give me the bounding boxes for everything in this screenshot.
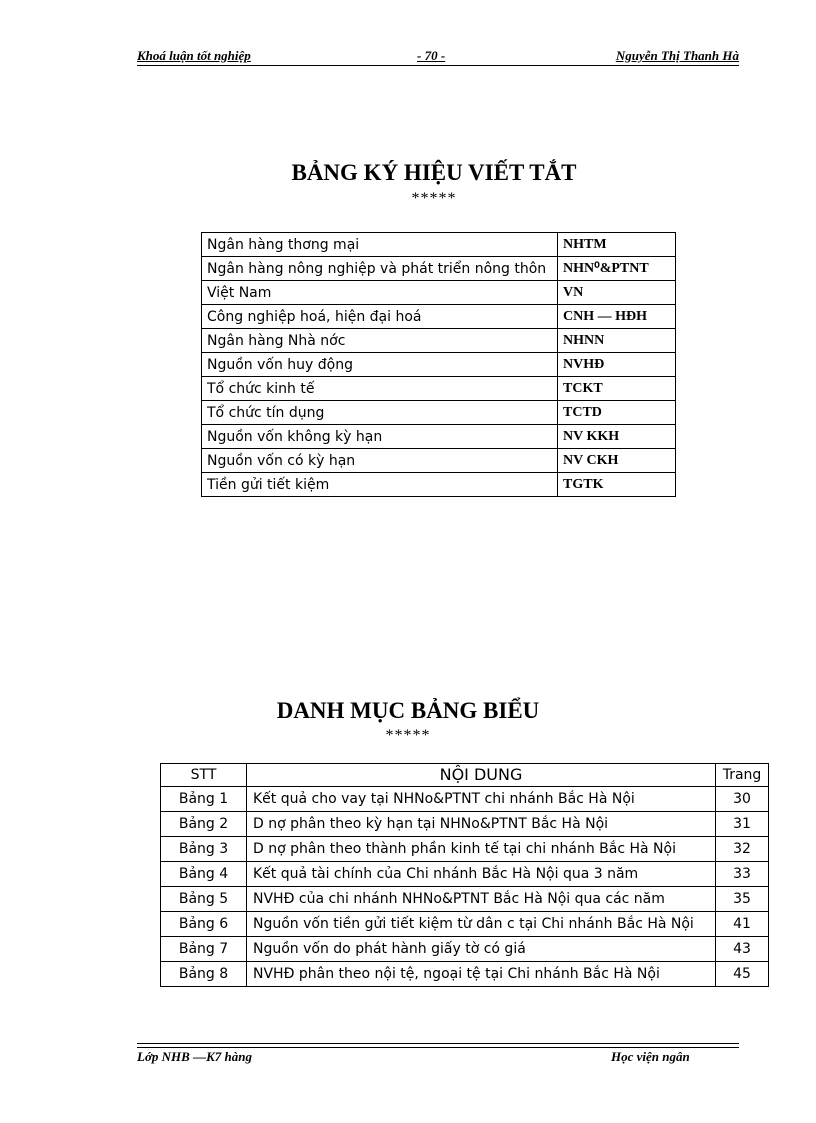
table-description: Kết quả cho vay tại NHNo&PTNT chi nhánh Bắc Hà Nội bbox=[247, 787, 716, 812]
header-content: NỘI DUNG bbox=[247, 764, 716, 787]
abbreviation-full-term: Tổ chức kinh tế bbox=[202, 377, 558, 401]
table-number: Bảng 8 bbox=[161, 962, 247, 987]
abbreviation-code: NV KKH bbox=[558, 425, 676, 449]
abbreviations-stars: ***** bbox=[411, 190, 457, 207]
table-header-row bbox=[161, 764, 769, 787]
table-number: Bảng 6 bbox=[161, 912, 247, 937]
table-description: D nợ phân theo thành phần kinh tế tại chi nhánh Bắc Hà Nội bbox=[247, 837, 716, 862]
abbreviation-full-term: Tổ chức tín dụng bbox=[202, 401, 558, 425]
abbreviation-row bbox=[202, 425, 676, 449]
table-description: NVHĐ của chi nhánh NHNo&PTNT Bắc Hà Nội qua các năm bbox=[247, 887, 716, 912]
table-number: Bảng 5 bbox=[161, 887, 247, 912]
table-page: 32 bbox=[716, 837, 769, 862]
abbreviation-code: NHNN bbox=[558, 329, 676, 353]
table-row bbox=[161, 887, 769, 912]
abbreviation-code: NV CKH bbox=[558, 449, 676, 473]
table-page: 35 bbox=[716, 887, 769, 912]
abbreviation-row bbox=[202, 329, 676, 353]
abbreviation-code: TCKT bbox=[558, 377, 676, 401]
abbreviations-title: BẢNG KÝ HIỆU VIẾT TẮT bbox=[291, 160, 577, 185]
table-row bbox=[161, 837, 769, 862]
tables-list-table bbox=[160, 763, 769, 987]
header-author: Nguyễn Thị Thanh Hà bbox=[615, 48, 739, 63]
abbreviation-code: NVHĐ bbox=[558, 353, 676, 377]
abbreviation-full-term: Tiền gửi tiết kiệm bbox=[202, 473, 558, 497]
table-number: Bảng 3 bbox=[161, 837, 247, 862]
table-row bbox=[161, 787, 769, 812]
table-number: Bảng 7 bbox=[161, 937, 247, 962]
abbreviation-full-term: Nguồn vốn không kỳ hạn bbox=[202, 425, 558, 449]
table-description: NVHĐ phân theo nội tệ, ngoại tệ tại Chi nhánh Bắc Hà Nội bbox=[247, 962, 716, 987]
header-left-text: Khoá luận tốt nghiệp bbox=[137, 48, 251, 63]
table-row bbox=[161, 962, 769, 987]
table-page: 33 bbox=[716, 862, 769, 887]
footer-institution: Học viện ngân bbox=[611, 1049, 690, 1064]
header-page: Trang bbox=[716, 764, 769, 787]
tables-list-stars: ***** bbox=[385, 727, 431, 744]
abbreviation-full-term: Ngân hàng nông nghiệp và phát triển nông thôn bbox=[202, 257, 558, 281]
table-number: Bảng 1 bbox=[161, 787, 247, 812]
table-page: 41 bbox=[716, 912, 769, 937]
abbreviation-row bbox=[202, 353, 676, 377]
abbreviation-row bbox=[202, 233, 676, 257]
abbreviation-full-term: Việt Nam bbox=[202, 281, 558, 305]
abbreviation-code: VN bbox=[558, 281, 676, 305]
page-number: - 70 - bbox=[417, 48, 446, 63]
abbreviation-row bbox=[202, 281, 676, 305]
table-number: Bảng 4 bbox=[161, 862, 247, 887]
abbreviation-row bbox=[202, 257, 676, 281]
abbreviation-full-term: Nguồn vốn có kỳ hạn bbox=[202, 449, 558, 473]
table-row bbox=[161, 912, 769, 937]
abbreviation-row bbox=[202, 377, 676, 401]
table-description: Nguồn vốn tiền gửi tiết kiệm từ dân c tại Chi nhánh Bắc Hà Nội bbox=[247, 912, 716, 937]
page-header bbox=[137, 48, 739, 66]
table-description: Kết quả tài chính của Chi nhánh Bắc Hà Nội qua 3 năm bbox=[247, 862, 716, 887]
table-description: D nợ phân theo kỳ hạn tại NHNo&PTNT Bắc Hà Nội bbox=[247, 812, 716, 837]
abbreviation-row bbox=[202, 401, 676, 425]
header-stt: STT bbox=[161, 764, 247, 787]
table-row bbox=[161, 937, 769, 962]
abbreviation-full-term: Nguồn vốn huy động bbox=[202, 353, 558, 377]
table-page: 43 bbox=[716, 937, 769, 962]
footer-class: Lớp NHB —K7 hàng bbox=[137, 1049, 252, 1064]
footer-rule-top bbox=[137, 1043, 739, 1044]
abbreviation-full-term: Ngân hàng Nhà nớc bbox=[202, 329, 558, 353]
table-page: 45 bbox=[716, 962, 769, 987]
abbreviation-row bbox=[202, 449, 676, 473]
abbreviation-code: TCTD bbox=[558, 401, 676, 425]
abbreviation-code: NHTM bbox=[558, 233, 676, 257]
abbreviation-row bbox=[202, 473, 676, 497]
header-rule bbox=[137, 65, 739, 66]
footer-rule-bottom bbox=[137, 1047, 739, 1048]
abbreviation-code: NHN⁰&PTNT bbox=[558, 257, 676, 281]
table-page: 31 bbox=[716, 812, 769, 837]
table-row bbox=[161, 862, 769, 887]
abbreviation-code: CNH — HĐH bbox=[558, 305, 676, 329]
abbreviation-code: TGTK bbox=[558, 473, 676, 497]
abbreviation-full-term: Công nghiệp hoá, hiện đại hoá bbox=[202, 305, 558, 329]
table-page: 30 bbox=[716, 787, 769, 812]
table-number: Bảng 2 bbox=[161, 812, 247, 837]
abbreviation-full-term: Ngân hàng thơng mại bbox=[202, 233, 558, 257]
table-row bbox=[161, 812, 769, 837]
table-description: Nguồn vốn do phát hành giấy tờ có giá bbox=[247, 937, 716, 962]
tables-list-title: DANH MỤC BẢNG BIỂU bbox=[276, 698, 540, 723]
abbreviation-row bbox=[202, 305, 676, 329]
abbreviations-table bbox=[201, 232, 676, 497]
